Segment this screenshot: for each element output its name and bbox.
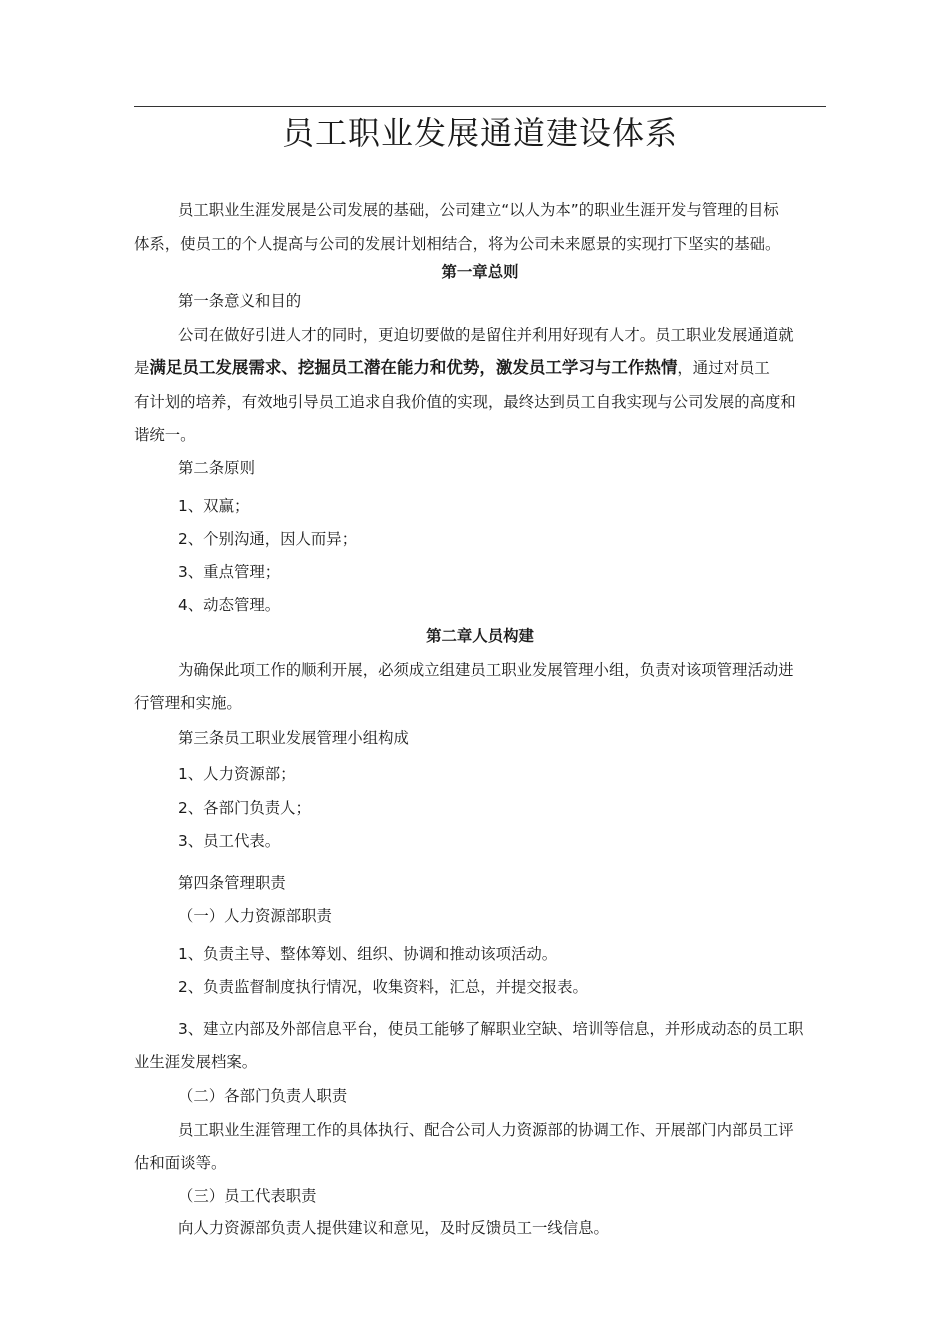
dept-duties-heading: （二）各部门负责人职责 — [178, 1087, 348, 1105]
article-3-heading: 第三条员工职业发展管理小组构成 — [178, 729, 409, 747]
document-title: 员工职业发展通道建设体系 — [281, 114, 678, 152]
dept-duties-line-2: 估和面谈等。 — [134, 1154, 227, 1172]
article-1-line-2 — [134, 357, 826, 379]
list-item: 2、各部门负责人； — [178, 799, 311, 817]
article-1-line-4: 谐统一。 — [134, 426, 196, 444]
article-1-line-3: 有计划的培养，有效地引导员工追求自我价值的实现，最终达到员工自我实现与公司发展的高度和 — [134, 393, 796, 411]
hr-duties-heading: （一）人力资源部职责 — [178, 907, 332, 925]
chapter-2-intro-line-1: 为确保此项工作的顺利开展，必须成立组建员工职业发展管理小组，负责对该项管理活动进 — [178, 661, 794, 679]
rep-duties-heading: （三）员工代表职责 — [178, 1187, 317, 1205]
list-item: 1、双赢； — [178, 497, 250, 515]
hr-duty-item-3-line-2: 业生涯发展档案。 — [134, 1053, 258, 1071]
hr-duty-item-2: 2、负责监督制度执行情况，收集资料，汇总，并提交报表。 — [178, 978, 588, 996]
chapter-2-heading: 第二章人员构建 — [426, 627, 534, 645]
list-item: 4、动态管理。 — [178, 596, 281, 614]
article-4-heading: 第四条管理职责 — [178, 874, 286, 892]
article-1-line-2-prefix: 是 — [134, 359, 150, 377]
article-2-heading: 第二条原则 — [178, 459, 255, 477]
intro-line-2: 体系，使员工的个人提高与公司的发展计划相结合，将为公司未来愿景的实现打下坚实的基础。 — [134, 235, 781, 253]
list-item: 2、个别沟通，因人而异； — [178, 530, 358, 548]
dept-duties-line-1: 员工职业生涯管理工作的具体执行、配合公司人力资源部的协调工作、开展部门内部员工评 — [178, 1121, 794, 1139]
hr-duty-item-1: 1、负责主导、整体筹划、组织、协调和推动该项活动。 — [178, 945, 558, 963]
hr-duty-item-3-line-1: 3、建立内部及外部信息平台，使员工能够了解职业空缺、培训等信息，并形成动态的员工职 — [178, 1020, 804, 1038]
intro-line-1: 员工职业生涯发展是公司发展的基础，公司建立“以人为本”的职业生涯开发与管理的目标 — [178, 201, 779, 219]
header-rule — [134, 106, 826, 107]
article-1-heading: 第一条意义和目的 — [178, 292, 302, 310]
chapter-1-heading: 第一章总则 — [441, 263, 519, 281]
list-item: 3、重点管理； — [178, 563, 281, 581]
chapter-2-intro-line-2: 行管理和实施。 — [134, 694, 242, 712]
article-1-line-1: 公司在做好引进人才的同时，更迫切要做的是留住并利用好现有人才。员工职业发展通道就 — [178, 326, 794, 344]
article-1-bold-phrase: 满足员工发展需求、挖掘员工潜在能力和优势，激发员工学习与工作热情 — [149, 358, 678, 377]
rep-duties-line-1: 向人力资源部负责人提供建议和意见，及时反馈员工一线信息。 — [178, 1219, 609, 1237]
article-1-line-2-suffix: ，通过对员工 — [677, 359, 770, 377]
list-item: 1、人力资源部； — [178, 765, 296, 783]
list-item: 3、员工代表。 — [178, 832, 281, 850]
